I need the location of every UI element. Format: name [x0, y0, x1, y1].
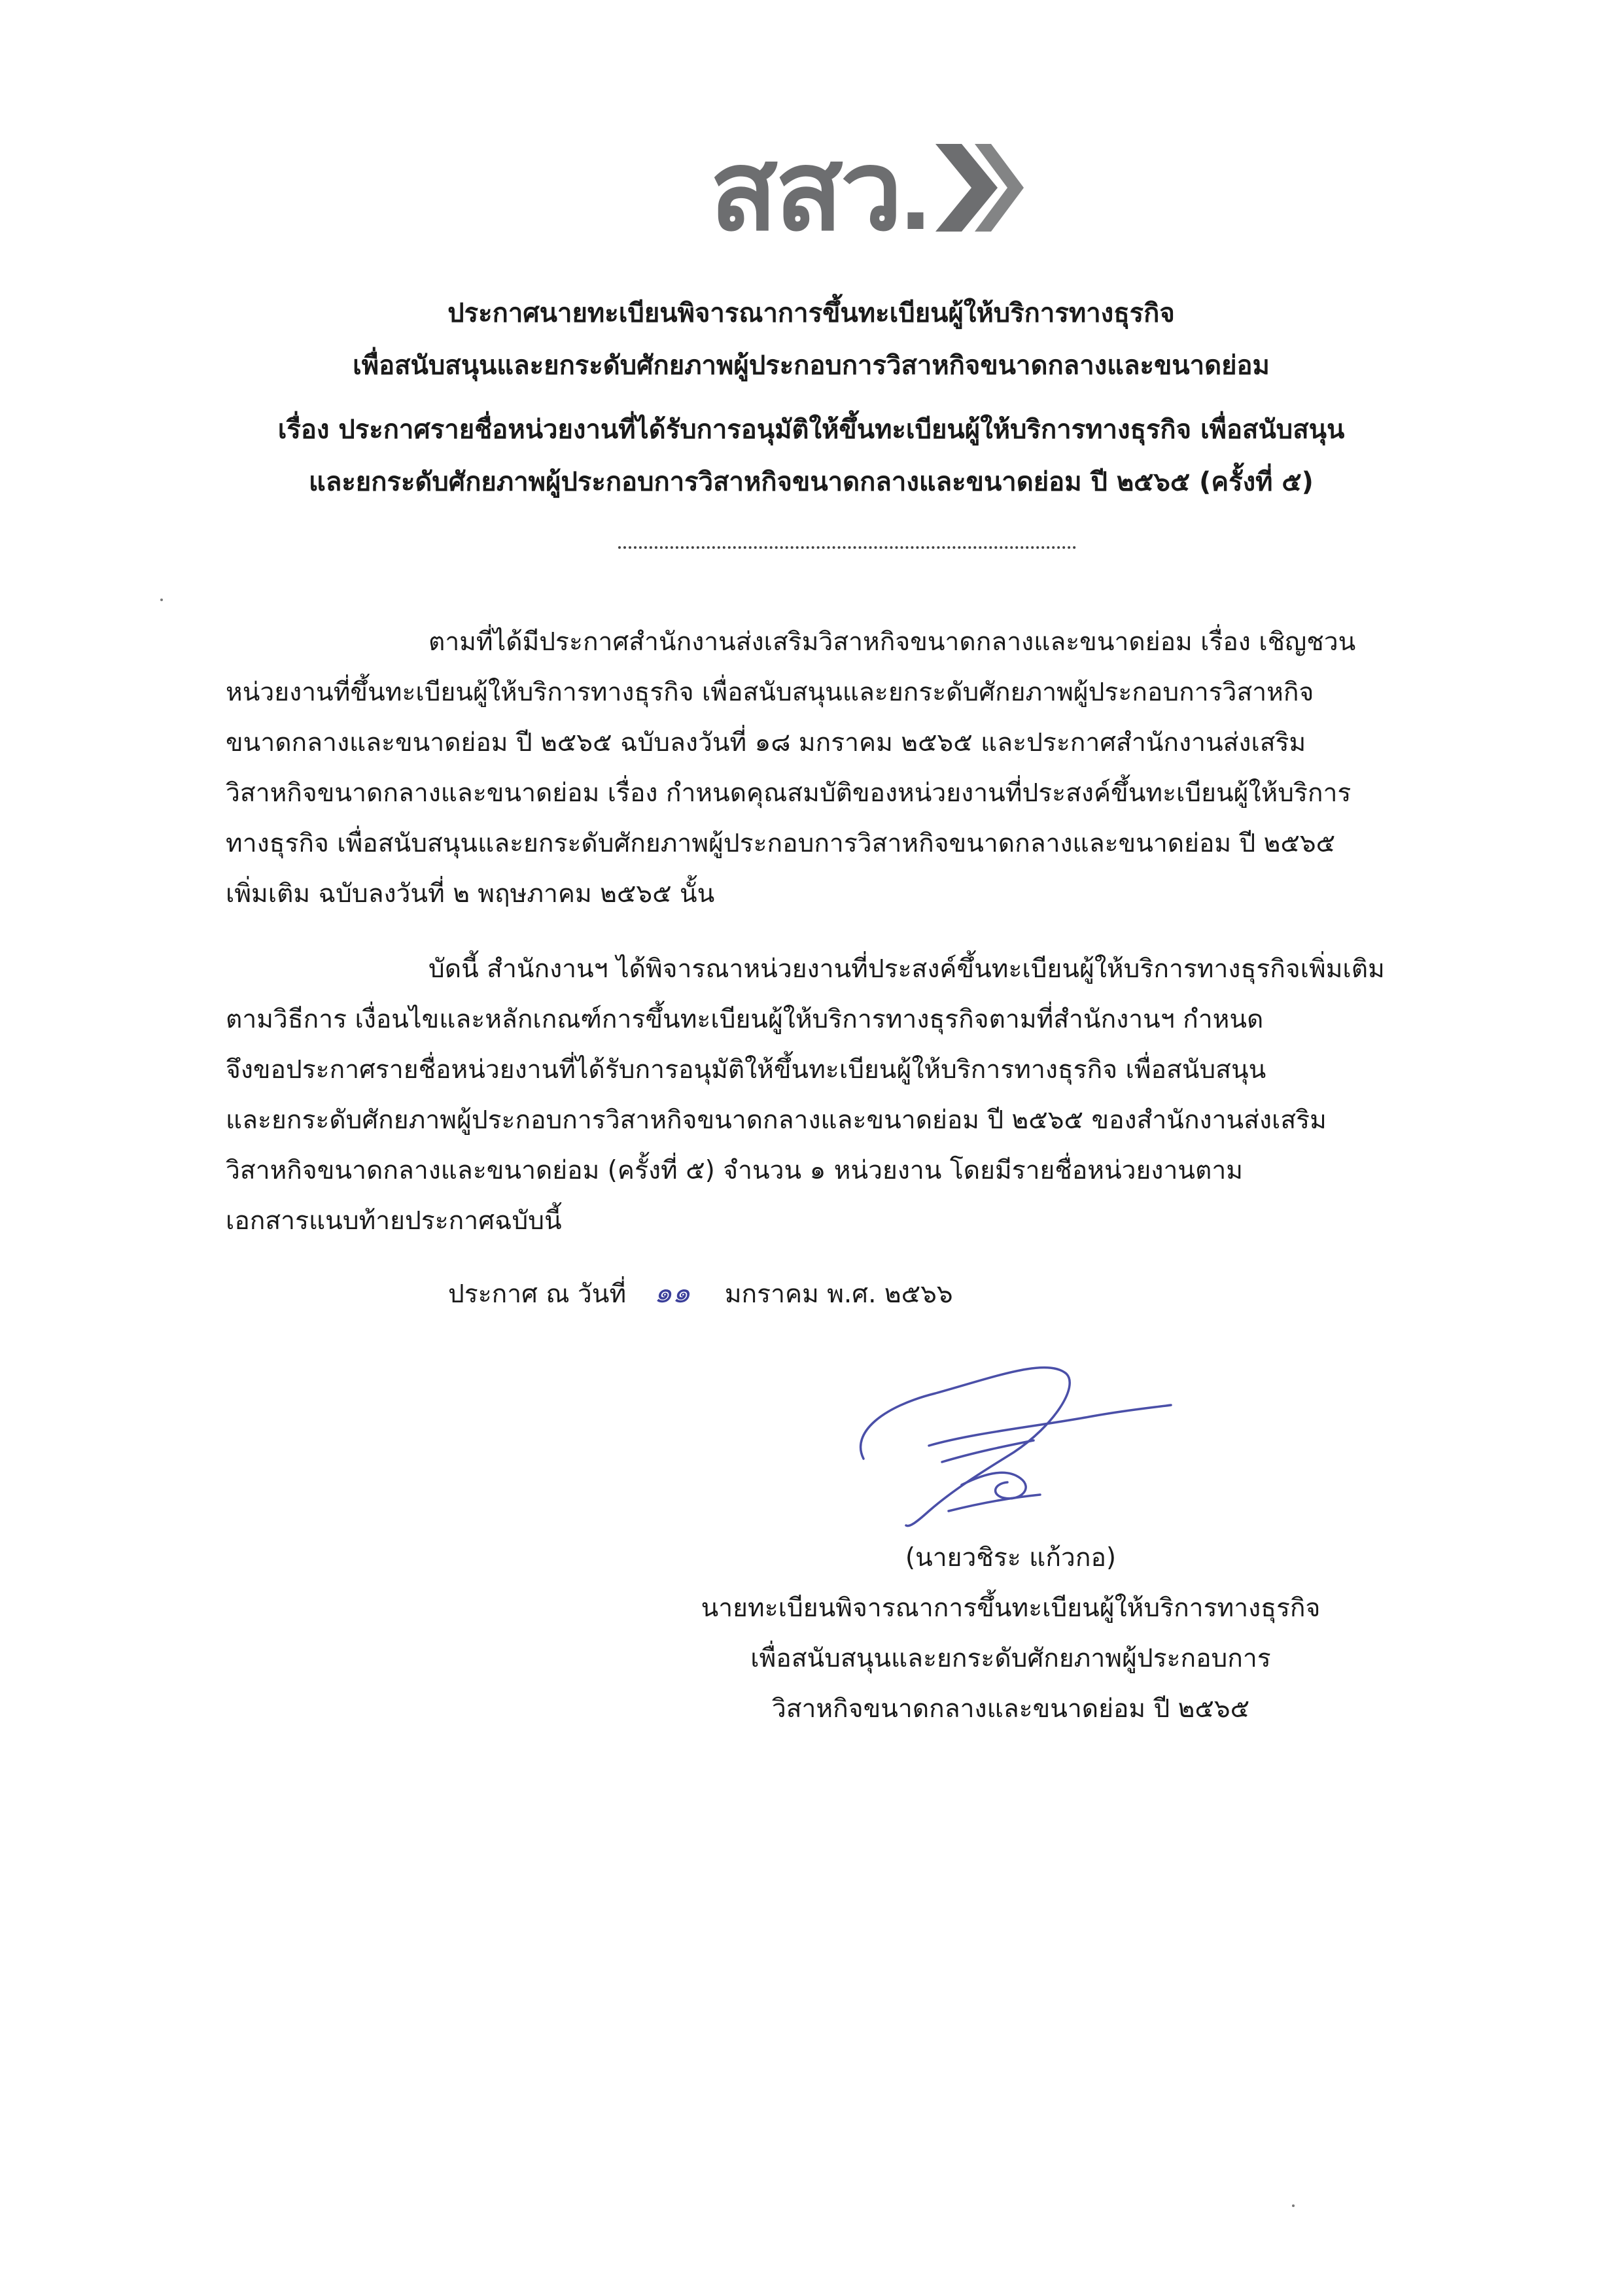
paragraph2-line: วิสาหกิจขนาดกลางและขนาดย่อม (ครั้งที่ ๕) จำนวน ๑ หน่วยงาน โดยมีรายชื่อหน่วยงานตาม — [226, 1156, 1243, 1185]
dotted-separator — [618, 546, 1076, 549]
signatory-name: (นายวชิระ แก้วกอ) — [905, 1543, 1117, 1573]
announcement-date — [448, 1269, 953, 1319]
paragraph1-line: วิสาหกิจขนาดกลางและขนาดย่อม เรื่อง กำหนดคุณสมบัติของหน่วยงานที่ประสงค์ขึ้นทะเบียนผู้ให้บริการ — [226, 778, 1352, 808]
date-month-year: มกราคม พ.ศ. ๒๕๖๖ — [724, 1279, 953, 1309]
signatory-title-line3: วิสาหกิจขนาดกลางและขนาดย่อม ปี ๒๕๖๕ — [771, 1694, 1250, 1724]
paragraph2-line: จึงขอประกาศรายชื่อหน่วยงานที่ได้รับการอนุมัติให้ขึ้นทะเบียนผู้ให้บริการทางธุรกิจ เพื่อสนับสนุน — [226, 1055, 1266, 1085]
signatory-title-line1: นายทะเบียนพิจารณาการขึ้นทะเบียนผู้ให้บริการทางธุรกิจ — [701, 1593, 1321, 1623]
paragraph1-line: ทางธุรกิจ เพื่อสนับสนุนและยกระดับศักยภาพผู้ประกอบการวิสาหกิจขนาดกลางและขนาดย่อม ปี ๒๕๖๕ — [226, 829, 1336, 858]
signatory-title-line2: เพื่อสนับสนุนและยกระดับศักยภาพผู้ประกอบการ — [750, 1644, 1271, 1673]
announcement-heading-line2: เพื่อสนับสนุนและยกระดับศักยภาพผู้ประกอบการวิสาหกิจขนาดกลางและขนาดย่อม — [353, 351, 1270, 381]
paragraph2-line: บัดนี้ สำนักงานฯ ได้พิจารณาหน่วยงานที่ประสงค์ขึ้นทะเบียนผู้ให้บริการทางธุรกิจเพิ่มเติม — [428, 954, 1385, 984]
paragraph2-line: และยกระดับศักยภาพผู้ประกอบการวิสาหกิจขนาดกลางและขนาดย่อม ปี ๒๕๖๕ ของสำนักงานส่งเสริม — [226, 1105, 1327, 1135]
subject-line1: เรื่อง ประกาศรายชื่อหน่วยงานที่ได้รับการอนุมัติให้ขึ้นทะเบียนผู้ให้บริการทางธุรกิจ เพื่อสนับสนุน — [277, 415, 1345, 445]
scan-speck — [160, 599, 163, 601]
paragraph1-line: หน่วยงานที่ขึ้นทะเบียนผู้ให้บริการทางธุรกิจ เพื่อสนับสนุนและยกระดับศักยภาพผู้ประกอบการวิสาหกิจ — [226, 678, 1314, 707]
paragraph1-line: ขนาดกลางและขนาดย่อม ปี ๒๕๖๕ ฉบับลงวันที่ ๑๘ มกราคม ๒๕๖๕ และประกาศสำนักงานส่งเสริม — [226, 728, 1306, 757]
date-prefix: ประกาศ ณ วันที่ — [448, 1279, 627, 1309]
paragraph2-line: ตามวิธีการ เงื่อนไขและหลักเกณฑ์การขึ้นทะเบียนผู้ให้บริการทางธุรกิจตามที่สำนักงานฯ กำหนด — [226, 1005, 1264, 1034]
paragraph1-line: ตามที่ได้มีประกาศสำนักงานส่งเสริมวิสาหกิจขนาดกลางและขนาดย่อม เรื่อง เชิญชวน — [428, 627, 1356, 657]
announcement-heading-line1: ประกาศนายทะเบียนพิจารณาการขึ้นทะเบียนผู้ให้บริการทางธุรกิจ — [447, 298, 1175, 328]
paragraph2-line: เอกสารแนบท้ายประกาศฉบับนี้ — [226, 1206, 562, 1236]
logo-text: สสว. — [710, 131, 929, 245]
date-day: ๑๑ — [654, 1276, 691, 1310]
handwritten-signature — [844, 1354, 1184, 1531]
paragraph1-line: เพิ่มเติม ฉบับลงวันที่ ๒ พฤษภาคม ๒๕๖๕ นั้น — [226, 879, 715, 909]
osmep-logo — [710, 131, 1024, 245]
chevron-double-right-icon — [935, 144, 1024, 232]
scan-speck — [1292, 2204, 1295, 2207]
subject-line2: และยกระดับศักยภาพผู้ประกอบการวิสาหกิจขนาดกลางและขนาดย่อม ปี ๒๕๖๕ (ครั้งที่ ๕) — [309, 467, 1314, 497]
